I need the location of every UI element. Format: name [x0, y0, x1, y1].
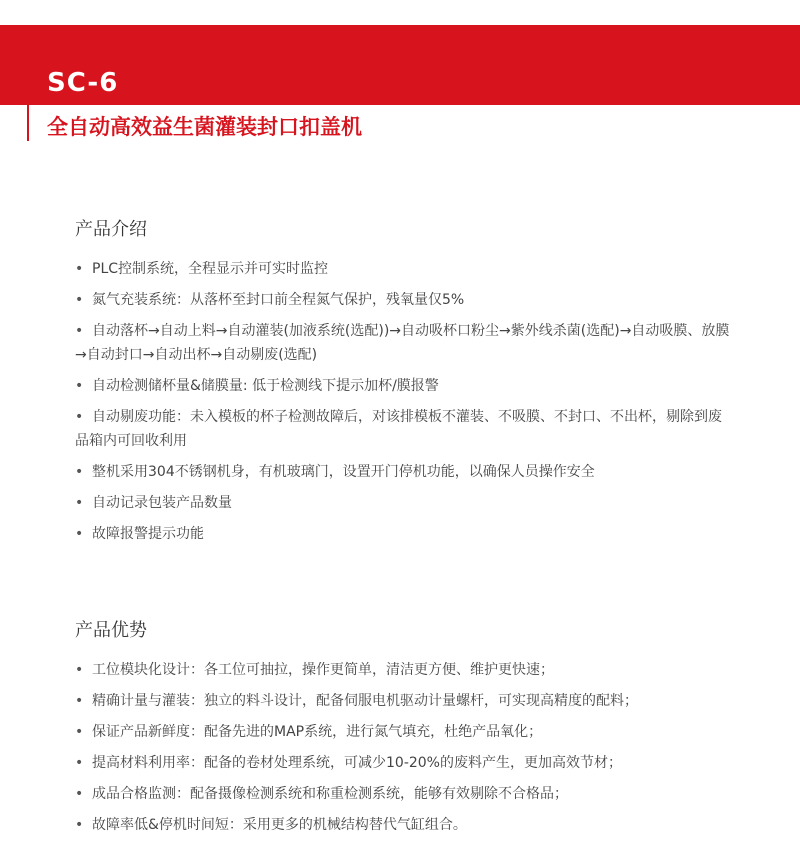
intro-title: 产品介绍: [75, 219, 147, 240]
bullet-icon: •: [75, 464, 84, 480]
list-item-text: 自动检测储杯量&储膜量: 低于检测线下提示加杯/膜报警: [92, 378, 439, 394]
list-item-text: 故障率低&停机时间短：采用更多的机械结构替代气缸组合。: [92, 817, 467, 833]
list-item: [75, 491, 735, 515]
bullet-icon: •: [75, 378, 84, 394]
list-item: [75, 288, 735, 312]
list-item-text: 成品合格监测：配备摄像检测系统和称重检测系统，能够有效剔除不合格品；: [92, 786, 568, 802]
list-item: [75, 460, 735, 484]
bullet-icon: •: [75, 755, 84, 771]
bullet-icon: •: [75, 292, 84, 308]
bullet-icon: •: [75, 724, 84, 740]
header-band: [0, 25, 800, 105]
list-item: [75, 689, 735, 713]
product-name: 全自动高效益生菌灌装封口扣盖机: [47, 115, 362, 139]
bullet-icon: •: [75, 786, 84, 802]
intro-list: [75, 257, 735, 546]
bullet-icon: •: [75, 495, 84, 511]
list-item: [75, 319, 735, 367]
title-accent-bar: [27, 66, 29, 141]
list-item-text: 工位模块化设计：各工位可抽拉，操作更简单，清洁更方便、维护更快速；: [92, 662, 554, 678]
list-item-text: 保证产品新鲜度：配备先进的MAP系统，进行氮气填充，杜绝产品氧化；: [92, 724, 543, 740]
list-item: [75, 374, 735, 398]
list-item: [75, 405, 735, 453]
list-item: [75, 257, 735, 281]
list-item-text: 精确计量与灌装：独立的料斗设计，配备伺服电机驱动计量螺杆，可实现高精度的配料；: [92, 693, 638, 709]
list-item: [75, 720, 735, 744]
bullet-icon: •: [75, 261, 84, 277]
bullet-icon: •: [75, 409, 84, 425]
list-item-text: 自动记录包装产品数量: [92, 495, 232, 511]
list-item-text: 整机采用304不锈钢机身，有机玻璃门，设置开门停机功能，以确保人员操作安全: [92, 464, 595, 480]
list-item-text: PLC控制系统，全程显示并可实时监控: [92, 261, 329, 277]
list-item-text: 自动剔废功能：未入模板的杯子检测故障后，对该排模板不灌装、不吸膜、不封口、不出杯，剔除到废品箱内可回收利用: [75, 409, 722, 449]
list-item: [75, 658, 735, 682]
advantages-title: 产品优势: [75, 620, 147, 641]
list-item-text: 故障报警提示功能: [92, 526, 204, 542]
advantages-section: [75, 618, 735, 844]
list-item: [75, 813, 735, 837]
list-item: [75, 782, 735, 806]
list-item: [75, 522, 735, 546]
model-code: SC-6: [47, 68, 119, 98]
list-item-text: 自动落杯→自动上料→自动灌装(加液系统(选配))→自动吸杯口粉尘→紫外线杀菌(选配)→自动吸膜、放膜→自动封口→自动出杯→自动剔废(选配): [75, 323, 730, 363]
list-item-text: 氮气充装系统：从落杯至封口前全程氮气保护，残氧量仅5%: [92, 292, 465, 308]
bullet-icon: •: [75, 693, 84, 709]
bullet-icon: •: [75, 817, 84, 833]
list-item-text: 提高材料利用率：配备的卷材处理系统，可减少10-20%的废料产生，更加高效节材；: [92, 755, 622, 771]
bullet-icon: •: [75, 526, 84, 542]
intro-section: [75, 217, 735, 553]
bullet-icon: •: [75, 323, 84, 339]
advantages-list: [75, 658, 735, 837]
list-item: [75, 751, 735, 775]
bullet-icon: •: [75, 662, 84, 678]
